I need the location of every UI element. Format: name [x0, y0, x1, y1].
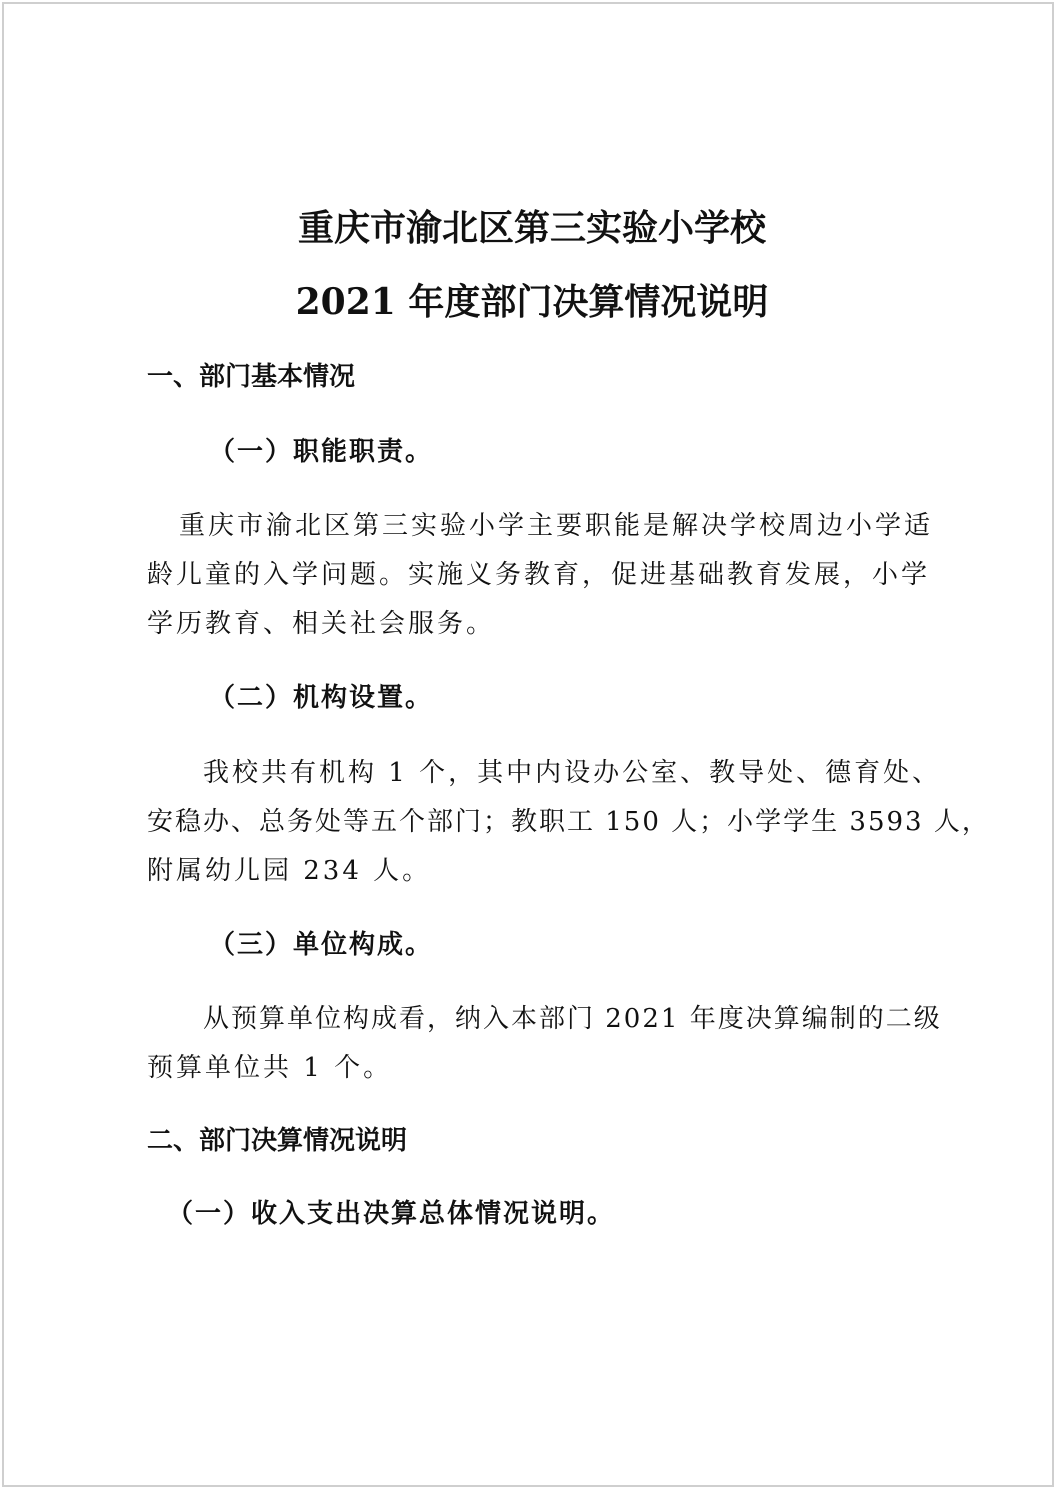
paragraph-line: 安稳办、总务处等五个部门；教职工 150 人；小学学生 3593 人， [147, 807, 990, 837]
subsection-heading-income-expenditure: （一）收入支出决算总体情况说明。 [167, 1199, 616, 1229]
subsection-heading-composition: （三）单位构成。 [209, 930, 434, 960]
paragraph-line: 附属幼儿园 234 人。 [147, 856, 432, 886]
section-heading-1: 一、部门基本情况 [147, 362, 356, 392]
paragraph-line: 重庆市渝北区第三实验小学主要职能是解决学校周边小学适 [179, 511, 934, 541]
paragraph-line: 学历教育、相关社会服务。 [147, 609, 496, 639]
document-title-line1: 重庆市渝北区第三实验小学校 [297, 207, 766, 249]
paragraph-line: 我校共有机构 1 个，其中内设办公室、教导处、德育处、 [203, 758, 942, 788]
subsection-heading-organization: （二）机构设置。 [209, 683, 434, 713]
document-title-line2: 2021 年度部门决算情况说明 [295, 281, 769, 323]
paragraph-line: 预算单位共 1 个。 [147, 1053, 393, 1083]
section-heading-2: 二、部门决算情况说明 [147, 1126, 408, 1156]
subsection-heading-functions: （一）职能职责。 [209, 437, 434, 467]
paragraph-line: 龄儿童的入学问题。实施义务教育，促进基础教育发展，小学 [147, 560, 931, 590]
paragraph-line: 从预算单位构成看，纳入本部门 2021 年度决算编制的二级 [203, 1004, 942, 1034]
document-page [2, 2, 1054, 1487]
